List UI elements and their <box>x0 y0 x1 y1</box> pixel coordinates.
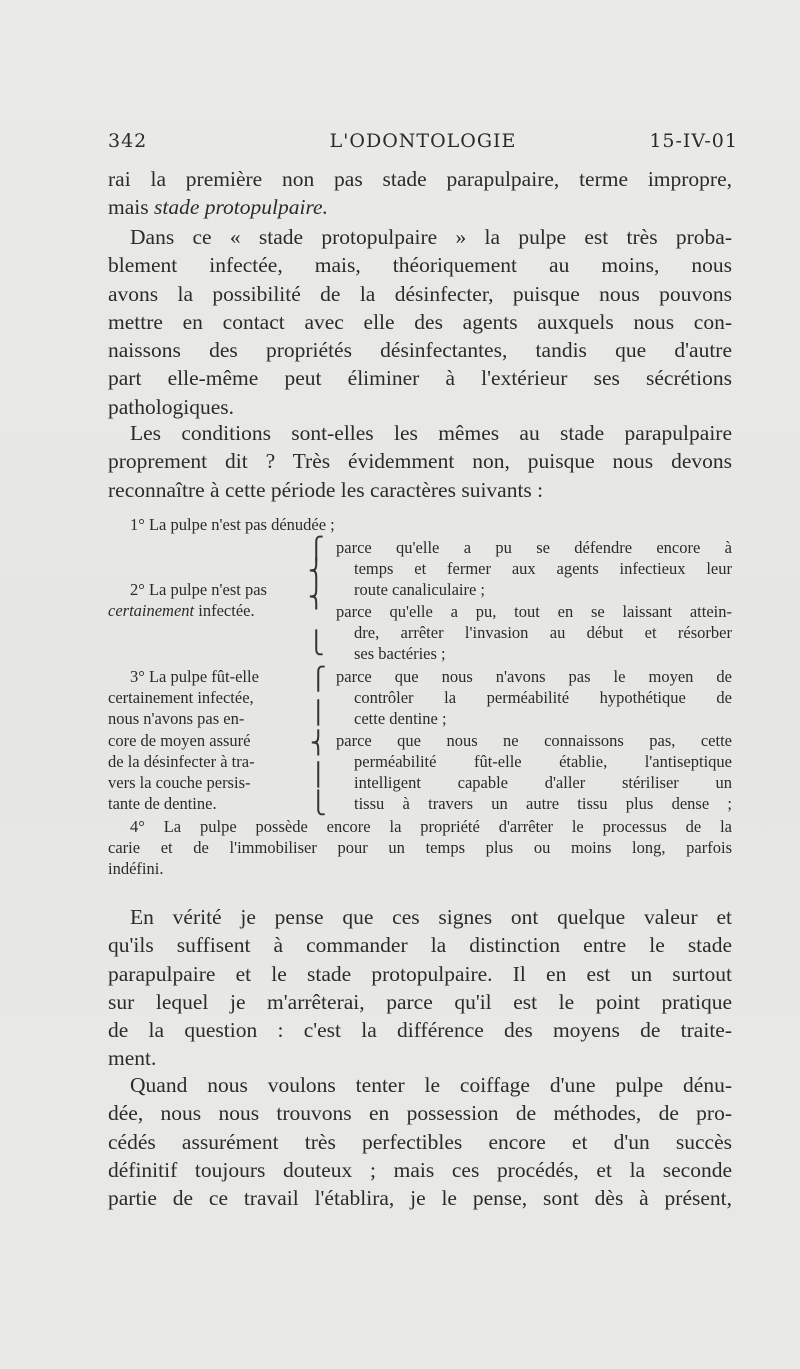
paragraph-2 <box>108 223 732 421</box>
text-line: parapulpaire et le stade protopulpaire. Il en est un surtout <box>108 961 732 986</box>
text-line: dée, nous nous trouvons en possession de méthodes, de pro- <box>108 1101 732 1126</box>
paragraph-5 <box>108 1071 732 1212</box>
text-line: En vérité je pense que ces signes ont quelque valeur et <box>130 905 732 929</box>
text-line: rai la première non pas stade parapulpaire, terme impropre, <box>108 167 732 191</box>
text-line: qu'ils suffisent à commander la distinction entre le stade <box>108 933 732 958</box>
paragraph-3 <box>108 419 732 504</box>
text-line: cédés assurément très perfectibles encore et d'un succès <box>108 1129 732 1154</box>
text-line: de la question : c'est la différence des moyens de traite- <box>108 1018 732 1043</box>
text-line: part elle-même peut éliminer à l'extérieur ses sécrétions <box>108 366 732 391</box>
text-line: Les conditions sont-elles les mêmes au stade parapulpaire <box>130 421 732 445</box>
text-line: mettre en contact avec elle des agents auxquels nous con- <box>108 309 732 334</box>
list-item-2-reasons: parce qu'elle a pu se défendre encore à temps et fermer aux agents infectieux leur route canaliculaire ; parce qu'elle a pu, tout en se laissant attein- dre, arrêter l'invasion au début et résorber ses bactéries ; <box>336 538 732 664</box>
text-line: reconnaître à cette période les caractères suivants : <box>108 477 544 502</box>
text-line: sur lequel je m'arrêterai, parce qu'il est le point pratique <box>108 989 732 1014</box>
brace-icon: ⎨ <box>308 558 325 583</box>
list-item-3-label: 3° La pulpe fût-elle certainement infectée, nous n'avons pas en- core de moyen assuré de la désinfecter à tra- vers la couche persis- tante de dentine. <box>108 667 259 814</box>
list-item-1: 1° La pulpe n'est pas dénudée ; <box>130 515 335 534</box>
text-line: proprement dit ? Très évidemment non, puisque nous devons <box>108 449 732 474</box>
list-item-4: 4° La pulpe possède encore la propriété d'arrêter le processus de la carie et de l'immobiliser pour un temps plus ou moins long, parfois indéfini. <box>108 817 732 879</box>
text-line: ment. <box>108 1046 157 1071</box>
journal-title: L'ODONTOLOGIE <box>329 130 517 152</box>
brace-icon: ⎨ <box>310 730 327 755</box>
text-line: Quand nous voulons tenter le coiffage d'une pulpe dénu- <box>130 1073 732 1097</box>
paragraph-4 <box>108 903 732 1073</box>
text-line: avons la possibilité de la désinfecter, puisque nous pouvons <box>108 281 732 306</box>
brace-icon: ⎩ <box>308 630 325 655</box>
brace-icon: ⎨ <box>308 584 325 609</box>
text-line: naissons des propriétés désinfectantes, tandis que d'autre <box>108 338 732 363</box>
list-item-2-label: 2° La pulpe n'est pas <box>130 580 267 599</box>
text-line: définitif toujours douteux ; mais ces procédés, et la seconde <box>108 1157 732 1182</box>
paragraph-1 <box>108 165 732 222</box>
brace-icon: ⎪ <box>310 762 327 787</box>
brace-icon: ⎧ <box>308 536 325 561</box>
text-line: partie de ce travail l'établira, je le pense, sont dès à présent, <box>108 1186 732 1211</box>
list-item-3-reasons: parce que nous n'avons pas le moyen de contrôler la perméabilité hypothétique de cette dentine ; parce que nous ne connaissons pas, cette perméabilité fût-elle établie, l'antiseptique intelligent capable d'aller stériliser un tissu à travers un autre tissu plus dense ; <box>336 667 732 814</box>
brace-icon: ⎧ <box>310 666 327 691</box>
text-line: pathologiques. <box>108 394 234 419</box>
list-item-2-label-cont: certainement infectée. <box>108 601 255 620</box>
text-line: Dans ce « stade protopulpaire » la pulpe est très proba- <box>130 225 732 249</box>
brace-icon: ⎩ <box>310 790 327 815</box>
page-number: 342 <box>108 130 148 152</box>
text-line: mais stade protopulpaire. <box>108 195 328 220</box>
brace-icon: ⎪ <box>310 700 327 725</box>
issue-date: 15-IV-01 <box>649 130 738 152</box>
italic-term: stade protopulpaire. <box>153 195 328 220</box>
text-line: blement infectée, mais, théoriquement au moins, nous <box>108 253 732 278</box>
